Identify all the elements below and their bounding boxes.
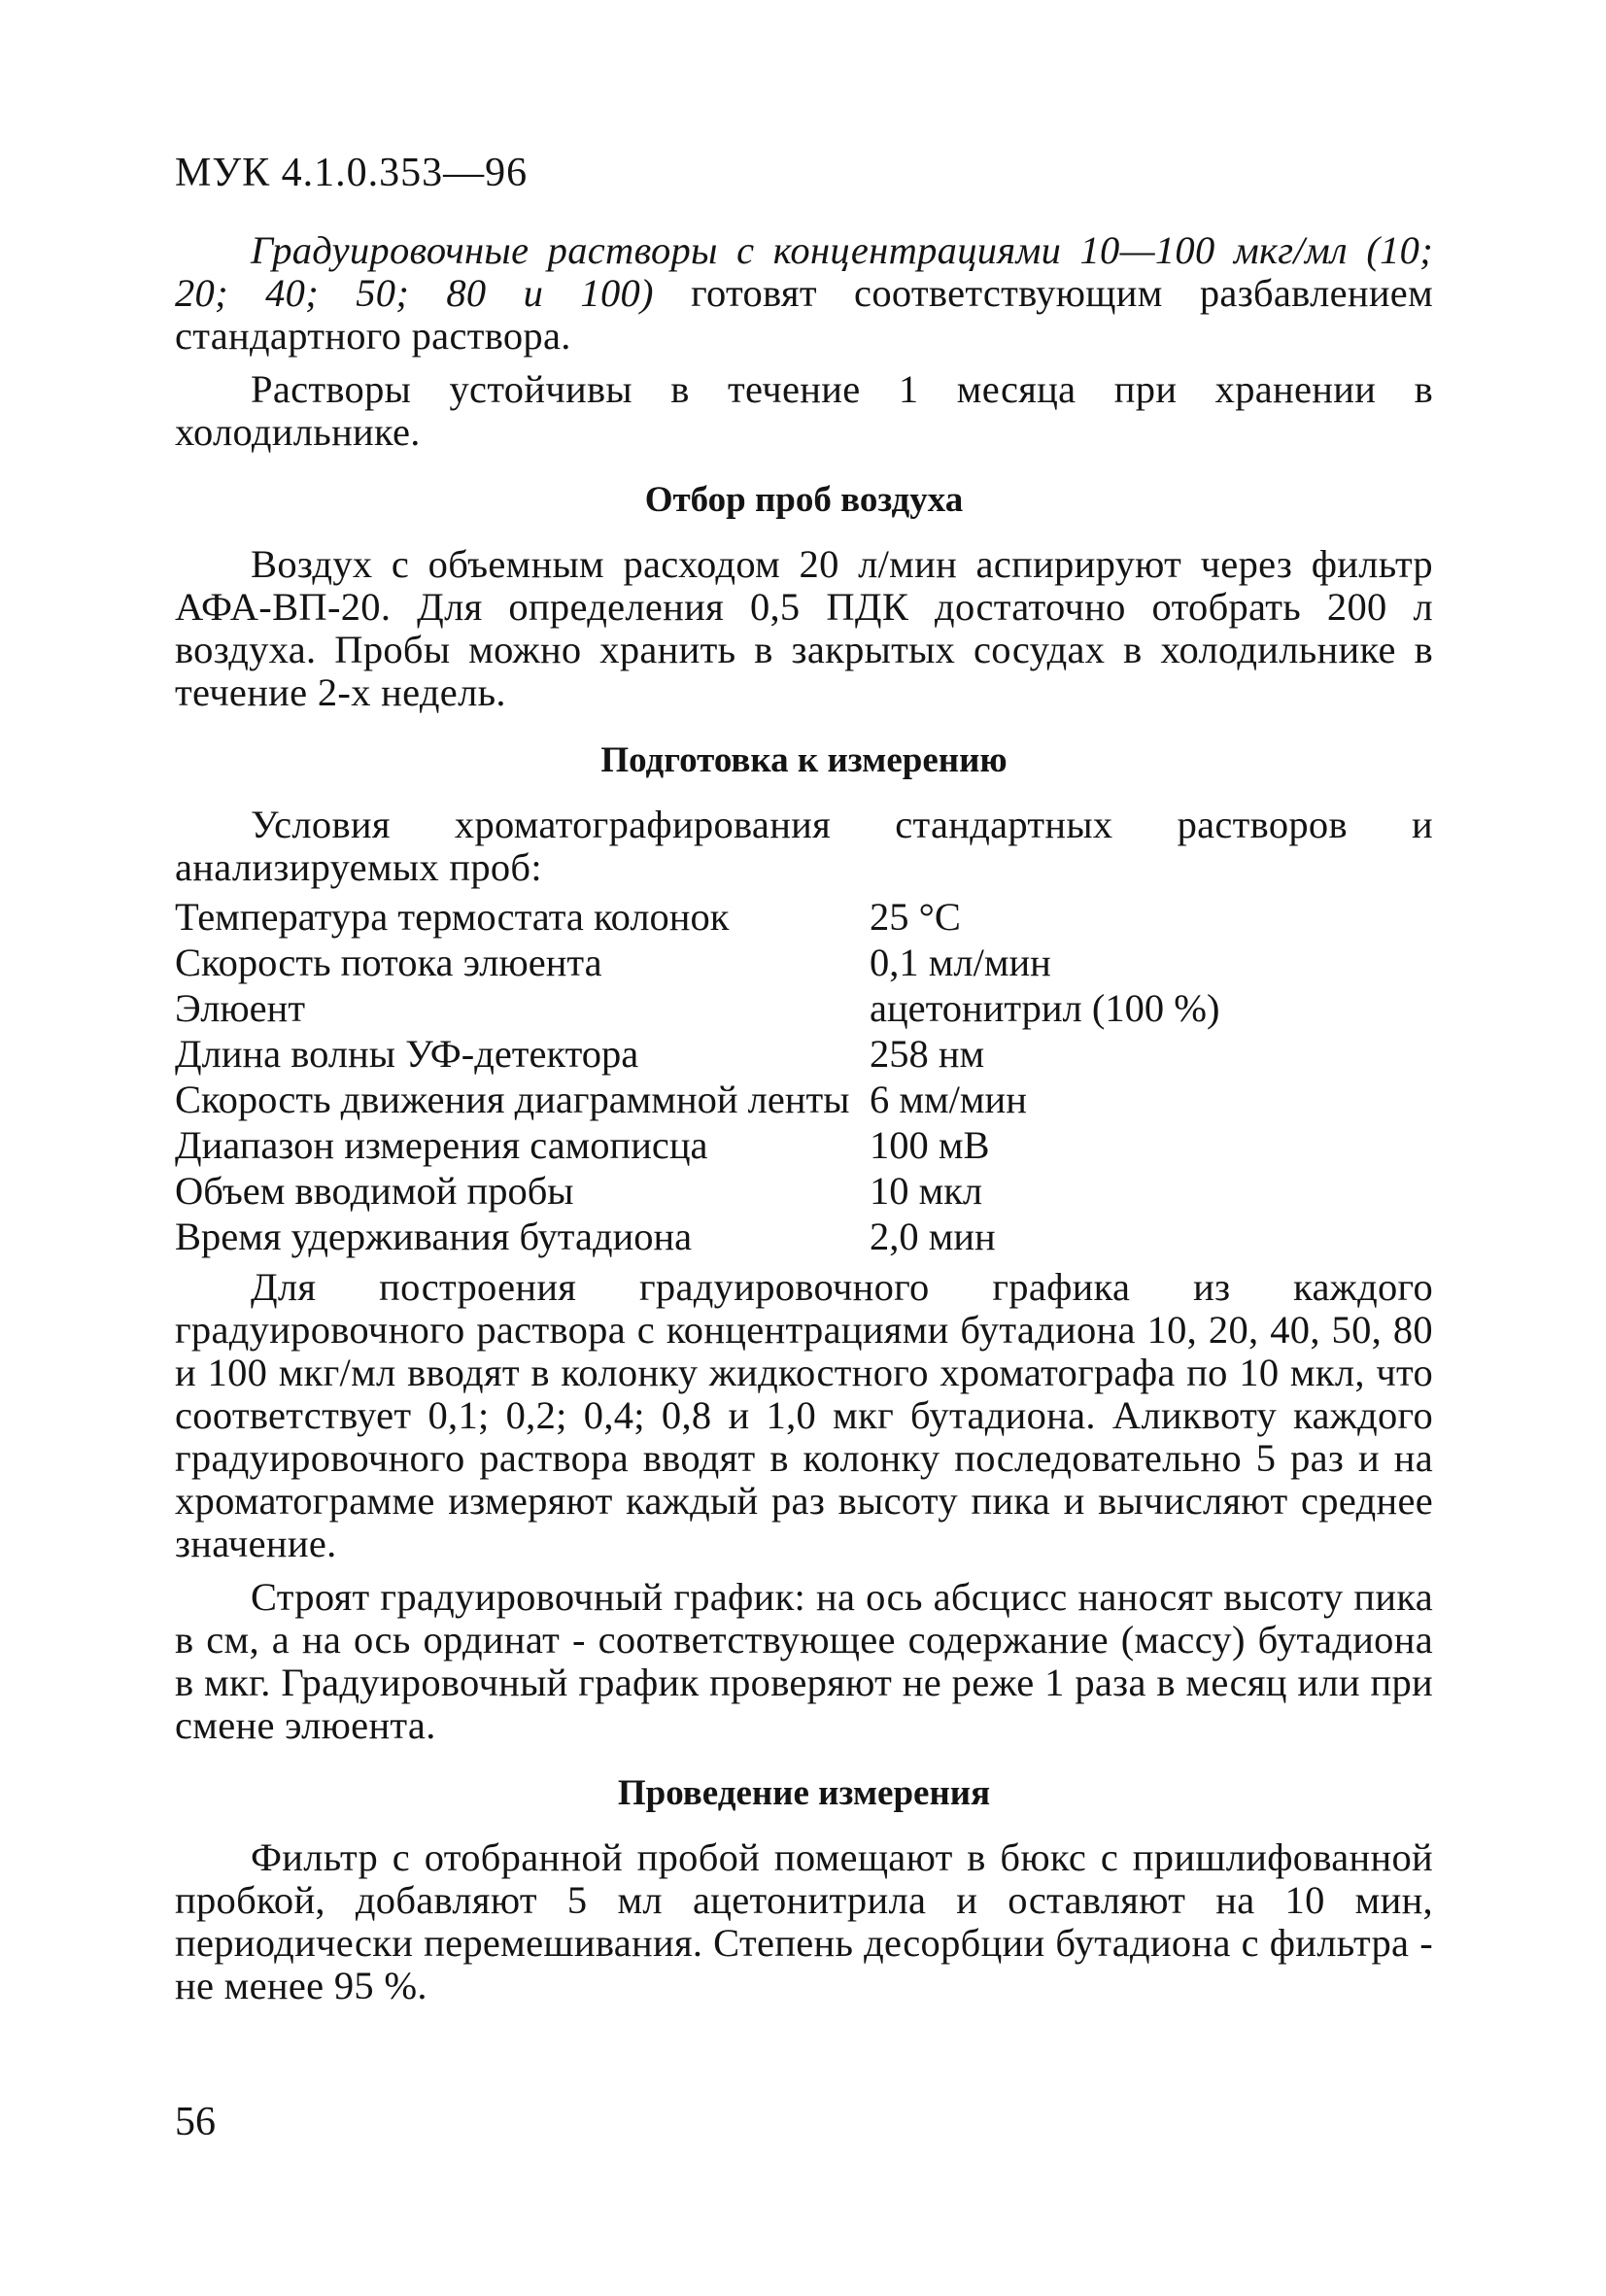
document-page [175, 146, 1433, 2007]
intro-italic-lead: Градуировочные растворы с концентрациями 10—100 мкг/мл (10; 20; 40; 50; 80 и 100) [175, 228, 1433, 315]
condition-param: Объем вводимой пробы [175, 1169, 574, 1213]
intro-paragraph-rest: готовят соответствующим разбавлением стандартного раствора. [175, 271, 1434, 358]
condition-param: Время удерживания бутадиона [175, 1215, 693, 1258]
condition-value: 0,1 мл/мин [870, 941, 1051, 984]
page-number: 56 [175, 2100, 216, 2144]
conditions-intro: Условия хроматографирования стандартных растворов и анализируемых проб: [175, 803, 1433, 889]
condition-value: 258 нм [870, 1032, 985, 1076]
table-row [175, 1032, 1433, 1078]
conditions-table [175, 895, 1433, 1260]
condition-value: ацетонитрил (100 %) [870, 986, 1220, 1030]
stability-paragraph: Растворы устойчивы в течение 1 месяца при хранении в холодильнике. [175, 367, 1433, 454]
table-row [175, 895, 1433, 941]
condition-value: 25 °С [870, 895, 961, 939]
condition-value: 100 мВ [870, 1123, 990, 1167]
condition-param: Скорость движения диаграммной ленты [175, 1078, 850, 1121]
measurement-heading: Проведение измерения [617, 1773, 991, 1813]
preparation-heading: Подготовка к измерению [600, 740, 1008, 780]
table-row [175, 986, 1433, 1032]
graph-paragraph: Строят градуировочный график: на ось абсцисс наносят высоту пика в см, а на ось ординат - соответствующее содержание (массу) бутадиона в мкг. Градуировочный график проверяют не реже 1 раза в месяц или при смене элюента. [175, 1575, 1433, 1747]
table-row [175, 941, 1433, 986]
sampling-heading: Отбор проб воздуха [644, 480, 964, 520]
condition-value: 2,0 мин [870, 1215, 996, 1258]
table-row [175, 1078, 1433, 1123]
document-code: МУК 4.1.0.353—96 [175, 151, 529, 195]
calibration-paragraph: Для построения градуировочного графика из каждого градуировочного раствора с концентрациями бутадиона 10, 20, 40, 50, 80 и 100 мкг/мл вводят в колонку жидкостного хроматографа по 10 мкл, что соответствует 0,1; 0,2; 0,4; 0,8 и 1,0 мкг бутадиона. Аликвоту каждого градуировочного раствора вводят в колонку последовательно 5 раз и на хроматограмме измеряют каждый раз высоту пика и вычисляют среднее значение. [175, 1265, 1433, 1565]
condition-value: 10 мкл [870, 1169, 983, 1213]
condition-param: Скорость потока элюента [175, 941, 602, 984]
condition-param: Температура термостата колонок [175, 895, 730, 939]
table-row [175, 1123, 1433, 1169]
intro-paragraph [175, 229, 1433, 358]
table-row [175, 1215, 1433, 1260]
condition-param: Диапазон измерения самописца [175, 1123, 708, 1167]
condition-param: Длина волны УФ-детектора [175, 1032, 639, 1076]
condition-param: Элюент [175, 986, 306, 1030]
sampling-paragraph: Воздух с объемным расходом 20 л/мин аспирируют через фильтр АФА-ВП-20. Для определения 0,5 ПДК достаточно отобрать 200 л воздуха. Пробы можно хранить в закрытых сосудах в холодильнике в течение 2-х недель. [175, 542, 1433, 714]
condition-value: 6 мм/мин [870, 1078, 1027, 1121]
measurement-paragraph: Фильтр с отобранной пробой помещают в бюкс с пришлифованной пробкой, добавляют 5 мл ацетонитрила и оставляют на 10 мин, периодически перемешивания. Степень десорбции бутадиона с фильтра - не менее 95 %. [175, 1835, 1433, 2007]
table-row [175, 1169, 1433, 1215]
